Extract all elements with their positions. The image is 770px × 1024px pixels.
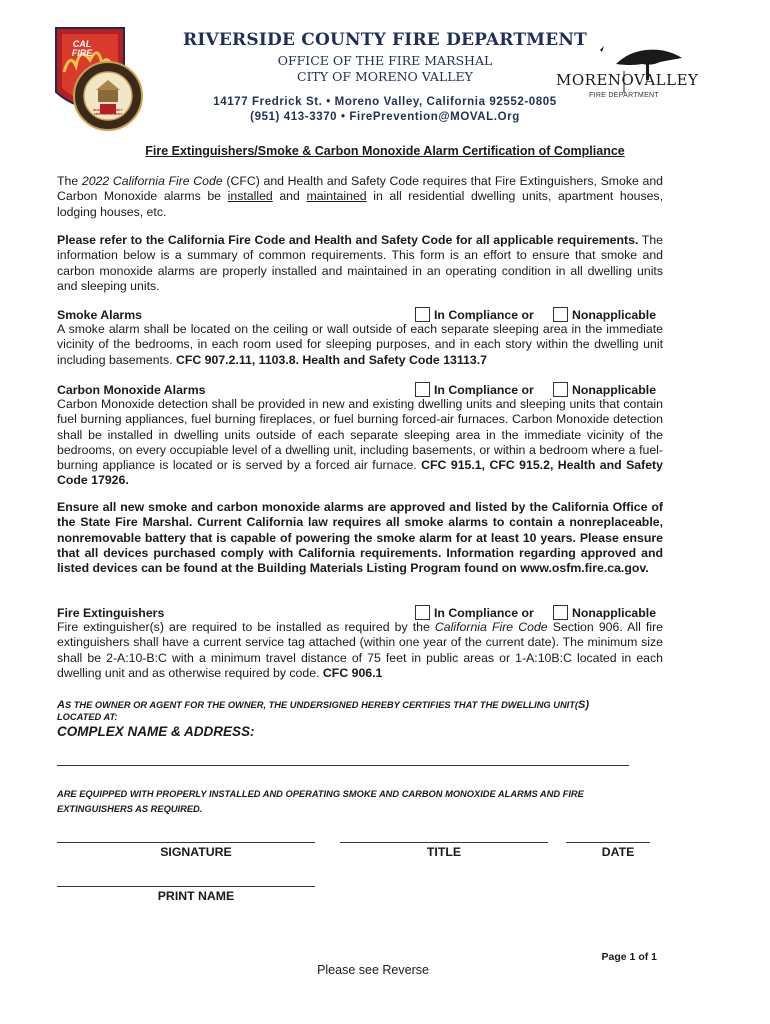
complex-name-label: COMPLEX NAME & ADDRESS: xyxy=(57,724,255,739)
moreno-valley-word2: VALLEY xyxy=(634,71,699,89)
title-line[interactable] xyxy=(340,842,548,843)
certification-statement: AS THE OWNER OR AGENT FOR THE OWNER, THE UNDERSIGNED HEREBY CERTIFIES THAT THE DWELLING UNIT(S) xyxy=(57,699,590,711)
smoke-nonapplicable-option[interactable]: Nonapplicable xyxy=(553,307,656,322)
riverside-badge-text: RIVERSIDE COUNTY FIRE DEPARTMENT xyxy=(93,108,123,116)
street-address: 14177 Fredrick St. • Moreno Valley, California 92552-0805 xyxy=(213,96,557,108)
print-name-line[interactable] xyxy=(57,886,315,887)
co-nonapplicable-checkbox[interactable] xyxy=(553,382,568,397)
smoke-compliance-checkbox[interactable] xyxy=(415,307,430,322)
signature-label: SIGNATURE xyxy=(160,845,232,859)
co-compliance-checkbox[interactable] xyxy=(415,382,430,397)
complex-address-line[interactable] xyxy=(57,765,629,766)
org-name: RIVERSIDE COUNTY FIRE DEPARTMENT xyxy=(183,30,587,50)
city-name: CITY OF MORENO VALLEY xyxy=(297,69,473,84)
ext-nonapplicable-checkbox[interactable] xyxy=(553,605,568,620)
signature-line[interactable] xyxy=(57,842,315,843)
title-label: TITLE xyxy=(426,845,462,859)
moreno-valley-word1: MORENO xyxy=(556,71,635,89)
co-alarms-heading: Carbon Monoxide Alarms xyxy=(57,383,206,397)
calfire-badge-text: CAL FIRE xyxy=(71,39,93,58)
intro-paragraph: The 2022 California Fire Code (CFC) and Health and Safety Code requires that Fire Extinguishers, Smoke and Carbon Monoxide alarms be installed and maintained in all residential dwelling units, apartment houses, lodging houses, etc. xyxy=(57,174,664,219)
smoke-alarms-heading: Smoke Alarms xyxy=(57,308,142,322)
ext-nonapplicable-option[interactable]: Nonapplicable xyxy=(553,605,656,620)
smoke-alarms-text: A smoke alarm shall be located on the ceiling or wall outside of each separate sleeping area in the immediate vicinity of the bedrooms, in each room used for sleeping purposes, and in each story within the dwelling unit including basements. CFC 907.2.11, 1103.8. Health and Safety Code 13113.7 xyxy=(57,322,663,367)
date-line[interactable] xyxy=(566,842,650,843)
riverside-county-seal xyxy=(72,60,144,132)
contact-info: (951) 413-3370 • FirePrevention@MOVAL.Org xyxy=(250,111,520,123)
smoke-compliance-option[interactable]: In Compliance or xyxy=(415,307,534,322)
ext-compliance-option[interactable]: In Compliance or xyxy=(415,605,534,620)
co-alarms-text: Carbon Monoxide detection shall be provided in new and existing dwelling units and sleeping units that contain fuel burning appliances, fuel burning fireplaces, or fuel burning forced-air furnaces. Carbon Monoxide detection shall be installed in dwelling units outside of each separate sleeping area in the immediate vicinity of the bedrooms, on every occupiable level of a dwelling unit, including basements, or within a bedroom where a fuel-burning appliance is located or is served by a forced air furnace. CFC 915.1, CFC 915.2, Health and Safety Code 17926. xyxy=(57,397,663,488)
located-at-label: LOCATED AT: xyxy=(57,712,118,722)
ext-compliance-checkbox[interactable] xyxy=(415,605,430,620)
extinguishers-text: Fire extinguisher(s) are required to be installed as required by the California Fire Code Section 906. All fire extinguishers shall have a current service tag attached (within one year of the current date). The minimum size shall be 2-A:10-B:C with a minimum travel distance of 75 feet in public areas or 1-A:10B:C located in each dwelling unit and as otherwise required by code. CFC 906.1 xyxy=(57,620,663,680)
equipped-statement: ARE EQUIPPED WITH PROPERLY INSTALLED AND OPERATING SMOKE AND CARBON MONOXIDE ALARMS AND FIRE EXTINGUISHERS AS REQUIRED. xyxy=(57,789,584,814)
page-number: Page 1 of 1 xyxy=(601,951,657,963)
document-title: Fire Extinguishers/Smoke & Carbon Monoxide Alarm Certification of Compliance xyxy=(145,144,625,158)
office-name: OFFICE OF THE FIRE MARSHAL xyxy=(277,53,493,68)
date-label: DATE xyxy=(601,845,635,859)
approved-devices-notice: Ensure all new smoke and carbon monoxide alarms are approved and listed by the California Office of the State Fire Marshal. Current California law requires all smoke alarms to contain a nonreplaceable, nonremovable battery that is capable of powering the smoke alarm for at least 10 years. Please ensure that all devices purchased comply with California requirements. Information regarding approved and listed devices can be found at the Building Materials Listing Program found on www.osfm.fire.ca.gov. xyxy=(57,500,663,576)
co-compliance-option[interactable]: In Compliance or xyxy=(415,382,534,397)
extinguishers-heading: Fire Extinguishers xyxy=(57,606,165,620)
smoke-nonapplicable-checkbox[interactable] xyxy=(553,307,568,322)
co-nonapplicable-option[interactable]: Nonapplicable xyxy=(553,382,656,397)
moreno-valley-sub: FIRE DEPARTMENT xyxy=(589,92,659,99)
requirements-paragraph: Please refer to the California Fire Code and Health and Safety Code for all applicable requirements. The information below is a summary of common requirements. This form is an effort to ensure that smoke and carbon monoxide alarms are properly installed and maintained in an operating condition in all dwelling units and sleeping units. xyxy=(57,233,663,293)
print-name-label: PRINT NAME xyxy=(157,889,235,903)
please-see-reverse: Please see Reverse xyxy=(317,963,429,977)
